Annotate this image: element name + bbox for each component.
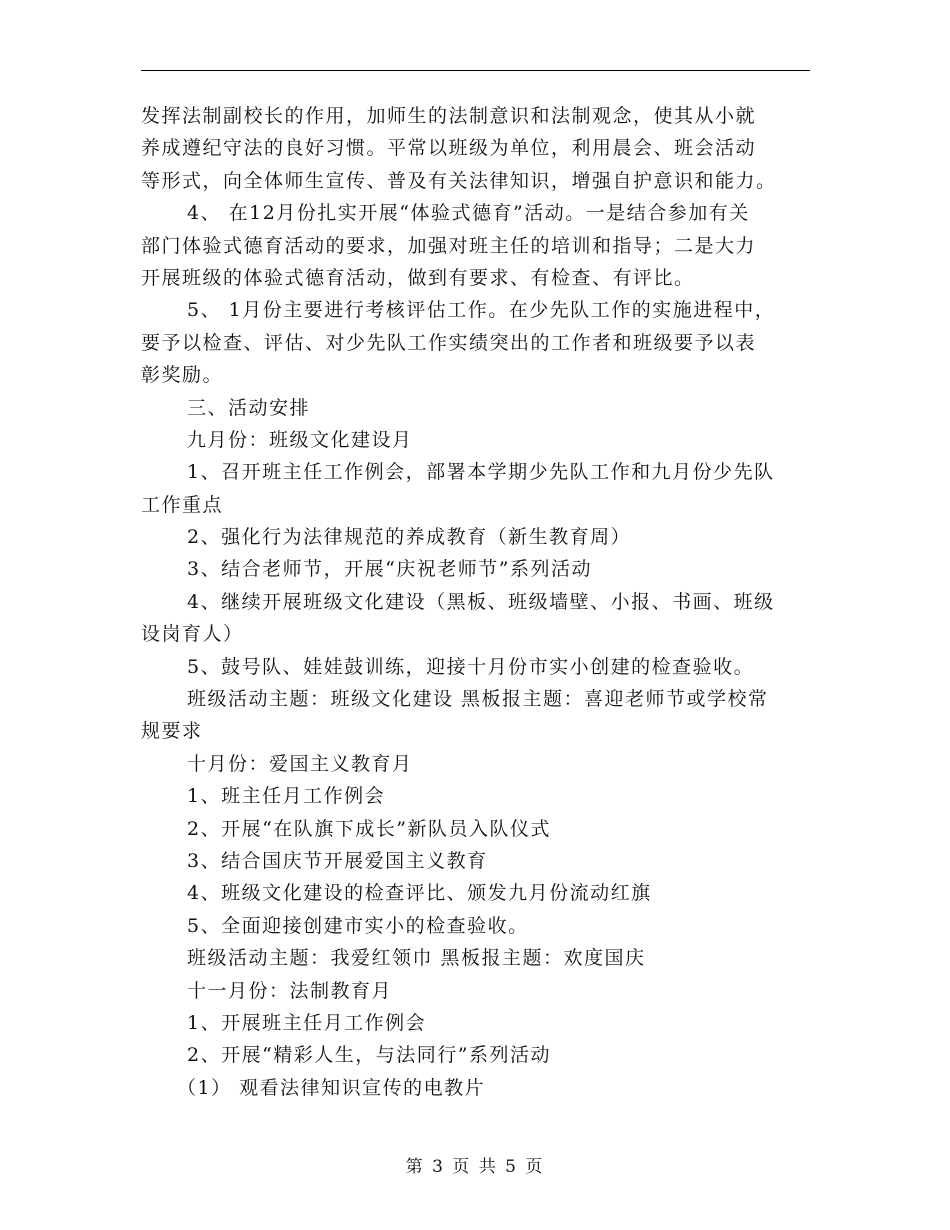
month-heading: 十月份：爱国主义教育月 [187, 752, 413, 775]
theme-line-continuation: 规要求 [141, 720, 203, 743]
month-heading: 十一月份：法制教育月 [187, 979, 393, 1002]
list-item: 4、班级文化建设的检查评比、颁发九月份流动红旗 [187, 882, 652, 905]
paragraph-line: 彰奖励。 [141, 364, 224, 387]
list-item: 1、召开班主任工作例会，部署本学期少先队工作和九月份少先队 [187, 461, 775, 484]
list-item: 4、继续开展班级文化建设（黑板、班级墙壁、小报、书画、班级 [187, 590, 775, 613]
list-item: 2、开展“在队旗下成长”新队员入队仪式 [187, 817, 552, 840]
paragraph-line: 开展班级的体验式德育活动，做到有要求、有检查、有评比。 [141, 266, 695, 289]
list-item: 2、强化行为法律规范的养成教育（新生教育周） [187, 526, 632, 549]
body-text [141, 100, 813, 1104]
section-heading: 三、活动安排 [187, 396, 311, 419]
paragraph-line: 5、 1月份主要进行考核评估工作。在少先队工作的实施进程中， [187, 299, 776, 322]
theme-line: 班级活动主题：我爱红领巾 黑板报主题：欢度国庆 [187, 947, 646, 970]
list-item: 1、开展班主任月工作例会 [187, 1011, 427, 1034]
page-footer: 第 3 页 共 5 页 [405, 1157, 545, 1177]
list-item-continuation: 设岗育人） [141, 623, 244, 646]
paragraph-line: 要予以检查、评估、对少先队工作实绩突出的工作者和班级要予以表 [141, 331, 757, 354]
paragraph-line: 养成遵纪守法的良好习惯。平常以班级为单位，利用晨会、班会活动 [141, 137, 757, 160]
list-item: 3、结合老师节，开展“庆祝老师节”系列活动 [187, 558, 593, 581]
paragraph-line: 发挥法制副校长的作用，加师生的法制意识和法制观念，使其从小就 [141, 105, 757, 127]
list-item: 2、开展“精彩人生，与法同行”系列活动 [187, 1044, 552, 1067]
month-heading: 九月份：班级文化建设月 [187, 428, 413, 451]
paragraph-line: 部门体验式德育活动的要求，加强对班主任的培训和指导；二是大力 [141, 234, 757, 257]
theme-line: 班级活动主题：班级文化建设 黑板报主题：喜迎老师节或学校常 [187, 688, 769, 711]
list-item-continuation: 工作重点 [141, 493, 224, 516]
paragraph-line: 等形式，向全体师生宣传、普及有关法律知识，增强自护意识和能力。 [141, 169, 777, 192]
list-item: 5、鼓号队、娃娃鼓训练，迎接十月份市实小创建的检查验收。 [187, 655, 755, 678]
list-item: 3、结合国庆节开展爱国主义教育 [187, 849, 488, 872]
header-rule [141, 70, 810, 71]
list-item: 1、班主任月工作例会 [187, 785, 386, 808]
sub-list-item: （1） 观看法律知识宣传的电教片 [177, 1076, 486, 1099]
paragraph-line: 4、 在12月份扎实开展“体验式德育”活动。一是结合参加有关 [187, 202, 750, 225]
list-item: 5、全面迎接创建市实小的检查验收。 [187, 914, 529, 937]
